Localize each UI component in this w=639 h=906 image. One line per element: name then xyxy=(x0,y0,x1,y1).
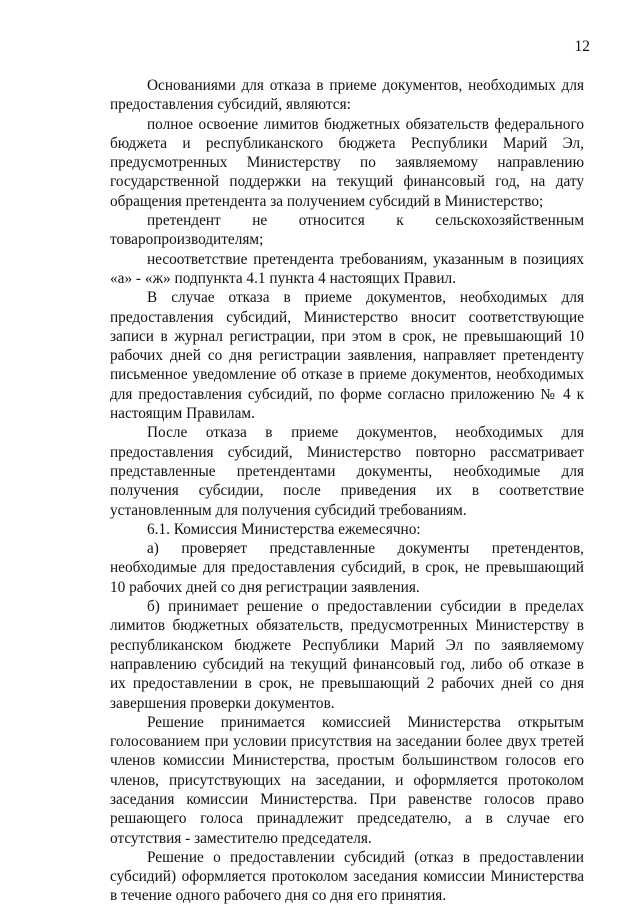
paragraph-voting: Решение принимается комиссией Министерства открытым голосованием при условии присутствия на заседании более двух третей членов комиссии Министерства, простым большинством голосов его членов, присутствующих на заседании, и оформляется протоколом заседания комиссии Министерства. При равенстве голосов право решающего голоса принадлежит председателю, а в случае его отсутствия - заместителю председателя. xyxy=(110,713,584,847)
page-number: 12 xyxy=(574,38,590,55)
paragraph-limits-exhausted: полное освоение лимитов бюджетных обязательств федерального бюджета и республиканского бюджета Республики Марий Эл, предусмотренных Министерству по заявляемому направлению государственной поддержки на текущий финансовый год, на дату обращения претендента за получением субсидий в Министерство; xyxy=(110,115,584,210)
paragraph-noncompliance: несоответствие претендента требованиям, указанным в позициях «а» - «ж» подпункта 4.1 пункта 4 настоящих Правил. xyxy=(110,250,584,287)
paragraph-refusal-procedure: В случае отказа в приеме документов, необходимых для предоставления субсидий, Министерство вносит соответствующие записи в журнал регистрации, при этом в срок, не превышающий 10 рабочих дней со дня регистрации заявления, направляет претенденту письменное уведомление об отказе в приеме документов, необходимых для предоставления субсидий, по форме согласно приложению № 4 к настоящим Правилам. xyxy=(110,289,584,423)
paragraph-refusal-grounds: Основаниями для отказа в приеме документов, необходимых для предоставления субсидий, являются: xyxy=(110,77,584,114)
paragraph-protocol: Решение о предоставлении субсидий (отказ в предоставлении субсидий) оформляется протоколом заседания комиссии Министерства в течение одного рабочего дня со дня его принятия. xyxy=(110,848,584,905)
paragraph-item-a: а) проверяет представленные документы претендентов, необходимые для предоставления субсидий, в срок, не превышающий 10 рабочих дней со дня регистрации заявления. xyxy=(110,540,584,596)
paragraph-resubmission: После отказа в приеме документов, необходимых для предоставления субсидий, Министерство повторно рассматривает представленные претендентами документы, необходимые для получения субсидии, после приведения их в соответствие установленным для получения субсидий требованиям. xyxy=(110,424,584,519)
document-body xyxy=(110,76,584,906)
paragraph-item-b: б) принимает решение о предоставлении субсидии в пределах лимитов бюджетных обязательств, предусмотренных Министерству в республиканском бюджете Республики Марий Эл по заявляемому направлению субсидий на текущий финансовый год, либо об отказе в их предоставлении в срок, не превышающий 2 рабочих дней со дня завершения проверки документов. xyxy=(110,598,584,712)
paragraph-commission-monthly: 6.1. Комиссия Министерства ежемесячно: xyxy=(147,520,421,538)
paragraph-not-producer: претендент не относится к сельскохозяйственным товаропроизводителям; xyxy=(110,212,584,249)
